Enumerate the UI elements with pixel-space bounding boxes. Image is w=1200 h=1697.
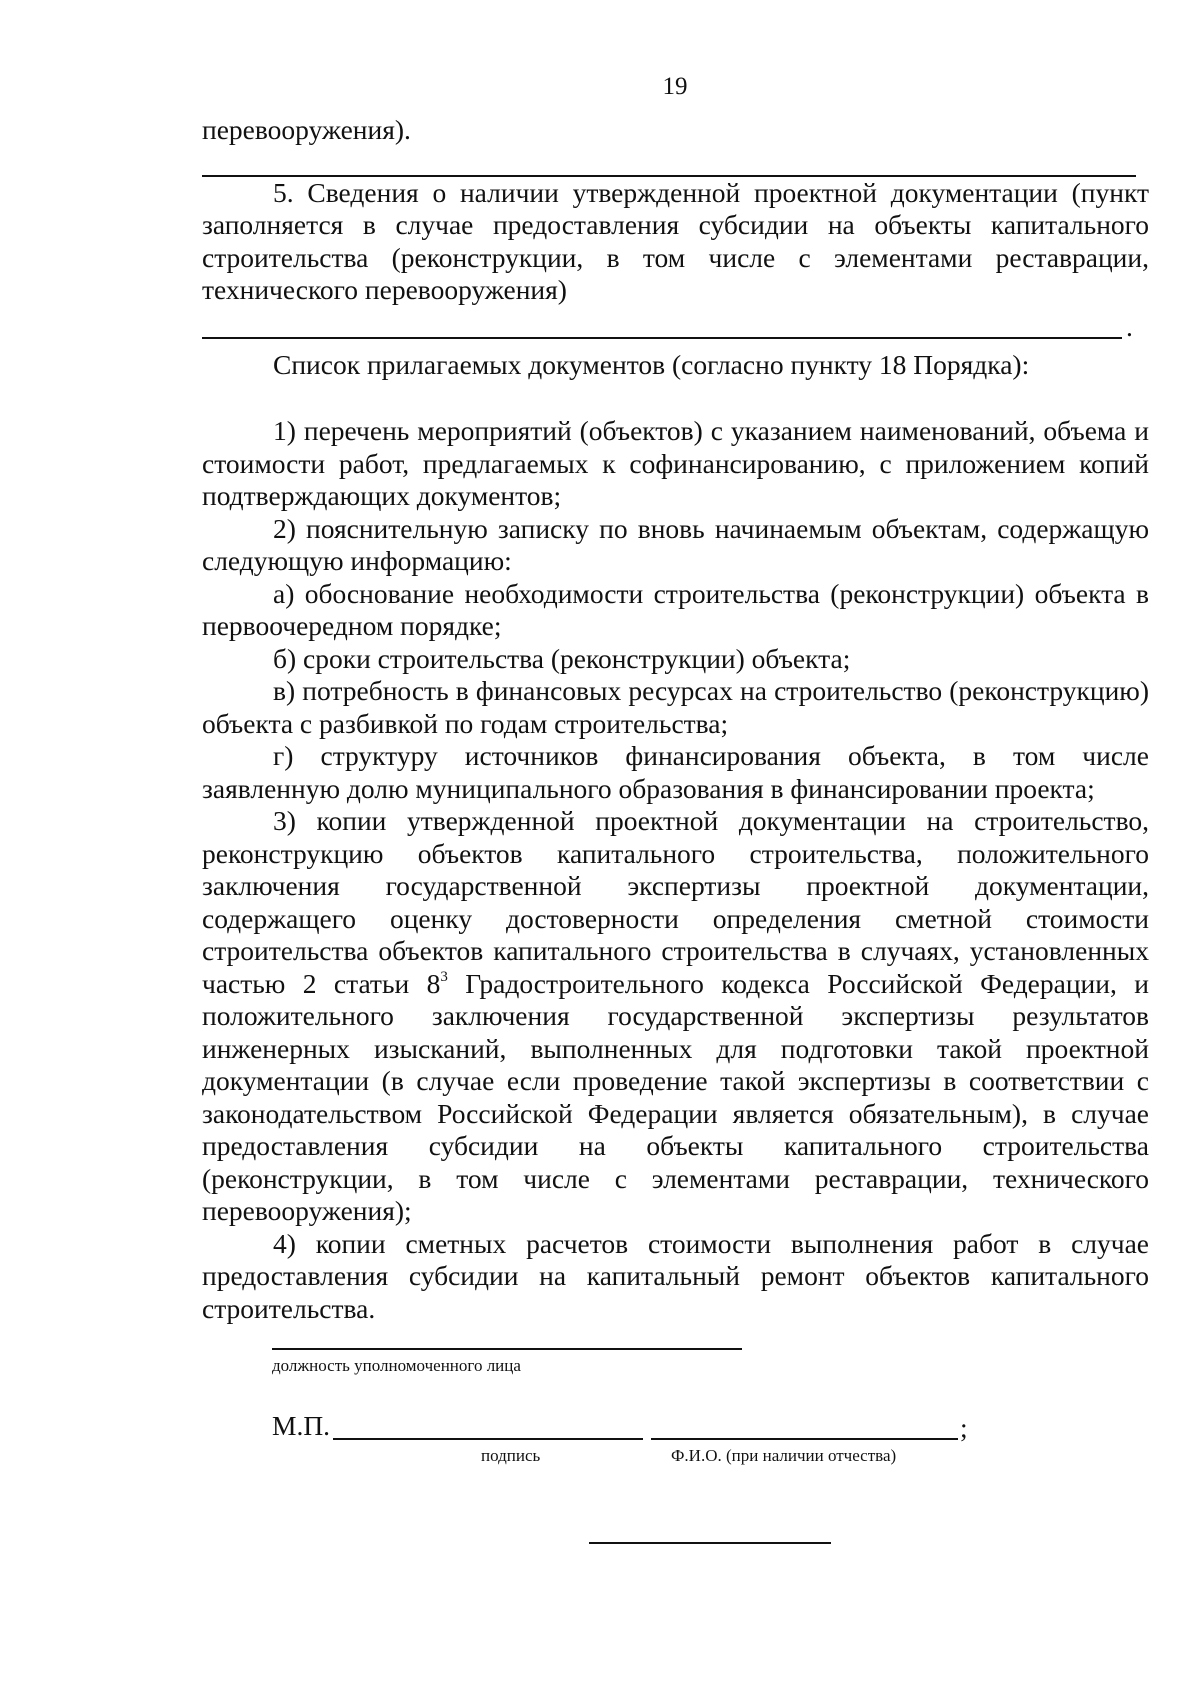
continued-line: перевооружения). [202, 114, 411, 145]
document-body [202, 114, 1149, 1325]
full-name-line [651, 1438, 958, 1440]
doc-item-3-text: 3) копии утвержденной проектной документации на строительство, реконструкцию объектов капитального строительства, положительного заключения государственной экспертизы проектной документации, содержащего оценку достоверности определения сметной стоимости строительства объектов капитального строительства в случаях, установленных частью 2 статьи 8 [202, 805, 1149, 999]
stamp-place-label: М.П. [272, 1410, 331, 1441]
line-end-semicolon: ; [960, 1412, 968, 1443]
item-5-paragraph: 5. Сведения о наличии утвержденной проектной документации (пункт заполняется в случае предоставления субсидии на объекты капитального строительства (реконструкции, в том числе с элементами реставрации, технического перевооружения) [202, 176, 1149, 305]
closing-line [589, 1542, 831, 1544]
attached-documents-heading: Список прилагаемых документов (согласно пункту 18 Порядка): [273, 348, 1030, 380]
page-number: 19 [662, 73, 688, 100]
doc-item-3 [202, 805, 1149, 1228]
doc-item-2: 2) пояснительную записку по вновь начинаемым объектам, содержащую следующую информацию: [202, 512, 1149, 576]
position-caption: должность уполномоченного лица [272, 1356, 521, 1375]
doc-item-4: 4) копии сметных расчетов стоимости выполнения работ в случае предоставления субсидии на капитальный ремонт объектов капитального строительства. [202, 1227, 1149, 1324]
doc-item-2b: б) сроки строительства (реконструкции) объекта; [273, 642, 851, 674]
signature-line [333, 1438, 643, 1440]
fill-in-line-5 [202, 337, 1122, 339]
doc-item-2v: в) потребность в финансовых ресурсах на строительство (реконструкцию) объекта с разбивкой по годам строительства; [202, 675, 1149, 739]
position-line [272, 1348, 742, 1350]
doc-item-1: 1) перечень мероприятий (объектов) с указанием наименований, объема и стоимости работ, предлагаемых к софинансированию, с приложением копий подтверждающих документов; [202, 415, 1149, 511]
doc-item-3-text-cont: Градостроительного кодекса Российской Федерации, и положительного заключения государственной экспертизы результатов инженерных изысканий, выполненных для подготовки такой проектной документации (в случае если проведение такой экспертизы в соответствии с законодательством Российской Федерации является обязательным), в случае предоставления субсидии на объекты капитального строительства (реконструкции, в том числе с элементами реставрации, технического перевооружения); [202, 967, 1149, 1226]
line-end-dot: . [1126, 310, 1133, 342]
signature-caption: подпись [481, 1446, 541, 1465]
full-name-caption: Ф.И.О. (при наличии отчества) [671, 1446, 897, 1465]
item-5-fill-row [202, 310, 1149, 345]
doc-item-2a: а) обоснование необходимости строительства (реконструкции) объекта в первоочередном порядке; [202, 577, 1149, 641]
article-superscript: 3 [440, 968, 448, 985]
doc-item-2g: г) структуру источников финансирования объекта, в том числе заявленную долю муниципального образования в финансировании проекта; [202, 740, 1149, 804]
